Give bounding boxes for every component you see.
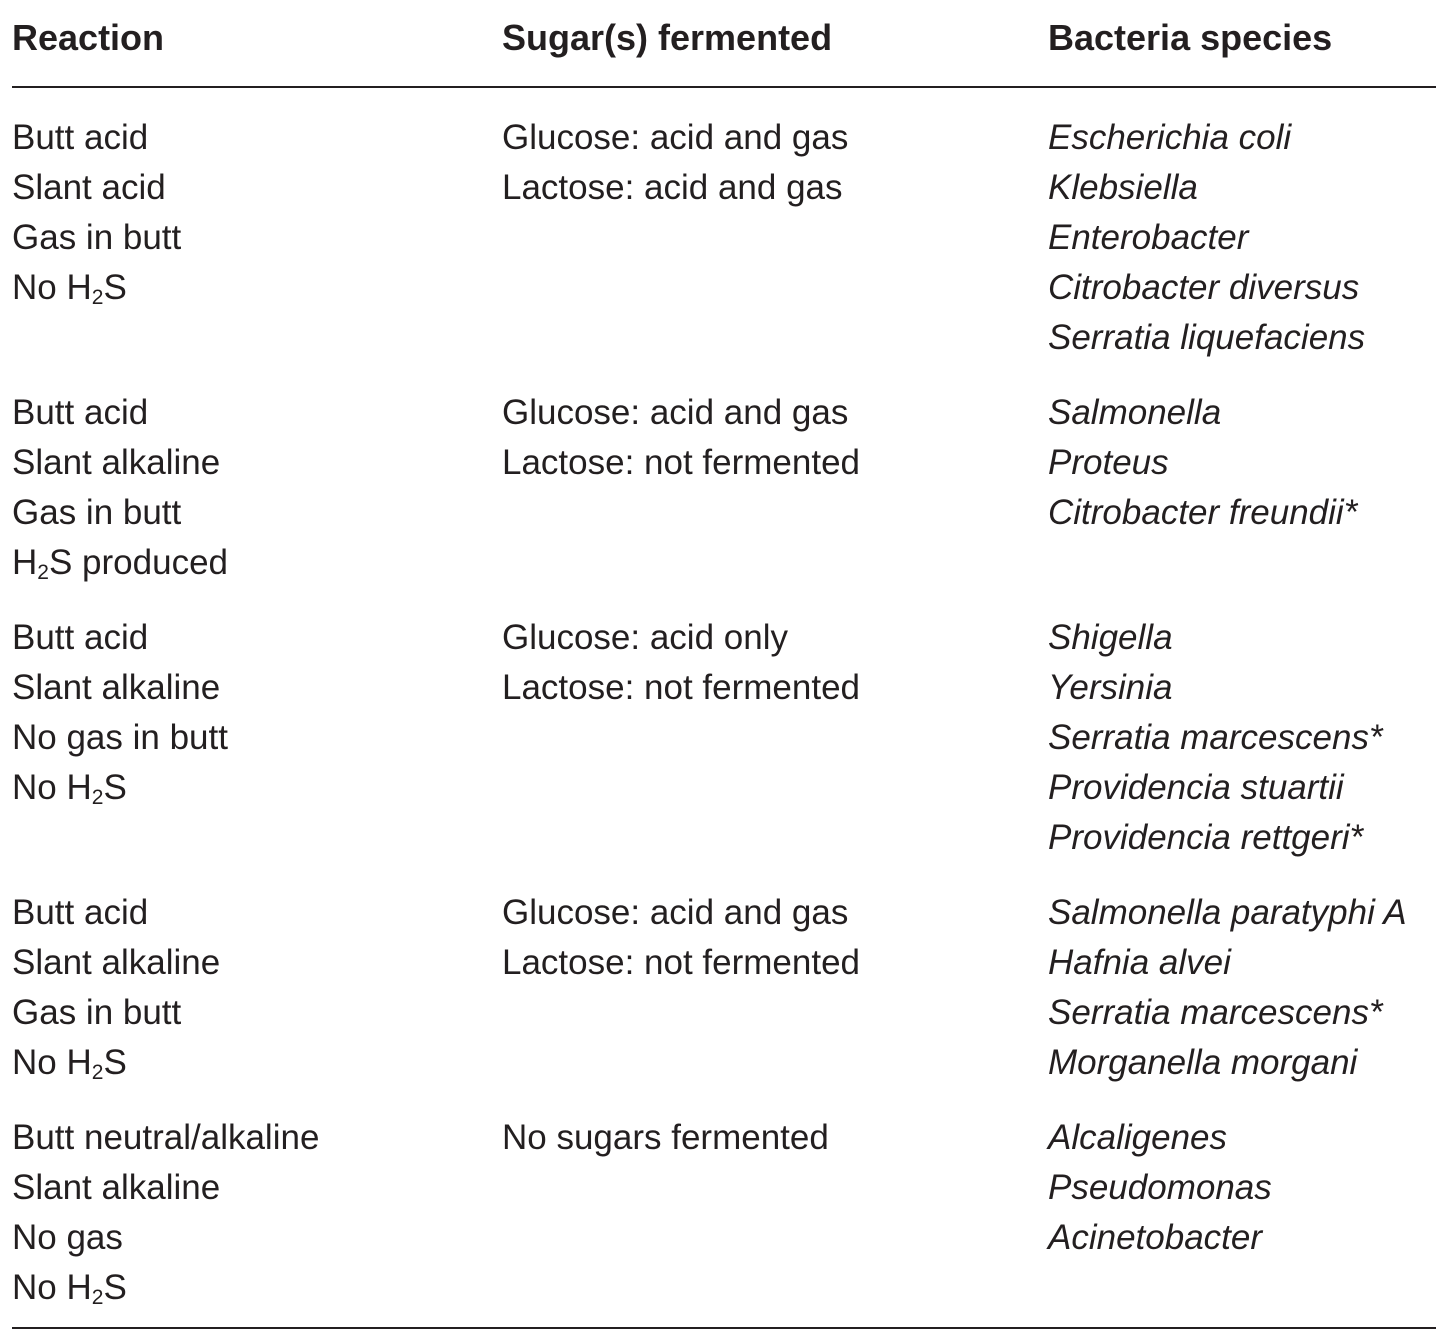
table-bottom-rule: [12, 1327, 1436, 1329]
sugars-cell: [502, 388, 860, 488]
species-cell-line: Shigella: [1048, 618, 1173, 657]
species-cell-line: Serratia marcescens*: [1048, 718, 1383, 757]
species-cell: [1048, 613, 1383, 863]
sugars-cell-line: Glucose: acid only: [502, 618, 788, 657]
reaction-cell-line: Butt acid: [12, 893, 149, 932]
species-cell-line: Pseudomonas: [1048, 1168, 1272, 1207]
sugars-cell-line: Lactose: acid and gas: [502, 168, 843, 207]
header-divider: [12, 86, 1436, 88]
reaction-cell-line: Slant alkaline: [12, 443, 221, 482]
sugars-cell-line: Glucose: acid and gas: [502, 118, 849, 157]
sugars-cell: [502, 1113, 829, 1163]
reaction-cell-line: No $H_2S$: [12, 268, 127, 309]
species-cell-line: Klebsiella: [1048, 168, 1198, 207]
reaction-cell: [12, 388, 228, 588]
species-cell-line: Hafnia alvei: [1048, 943, 1231, 982]
table-header-row: [0, 13, 1447, 63]
reaction-cell-line: Slant acid: [12, 168, 166, 207]
species-cell-line: Acinetobacter: [1048, 1218, 1263, 1257]
sugars-cell: [502, 113, 848, 213]
species-cell-line: Citrobacter freundii*: [1048, 493, 1358, 532]
reaction-cell-line: Butt acid: [12, 118, 149, 157]
reaction-cell-line: Slant alkaline: [12, 668, 221, 707]
sugars-cell-line: Lactose: not fermented: [502, 943, 860, 982]
species-cell-line: Providencia stuartii: [1048, 768, 1344, 807]
species-cell-line: Providencia rettgeri*: [1048, 818, 1364, 857]
species-cell-line: Escherichia coli: [1048, 118, 1292, 157]
sugars-cell-line: No sugars fermented: [502, 1118, 829, 1157]
sugars-cell-line: Glucose: acid and gas: [502, 393, 849, 432]
reaction-cell-line: Butt acid: [12, 618, 149, 657]
species-cell-line: Serratia liquefaciens: [1048, 318, 1366, 357]
reaction-cell-line: $H_2S$ produced: [12, 543, 228, 584]
reaction-cell-line: Slant alkaline: [12, 1168, 221, 1207]
reaction-cell: [12, 888, 220, 1088]
sugars-cell: [502, 888, 860, 988]
species-cell-line: Proteus: [1048, 443, 1169, 482]
reaction-cell-line: Gas in butt: [12, 218, 182, 257]
header-reaction: Reaction: [12, 17, 165, 58]
reaction-cell-line: No gas: [12, 1218, 123, 1257]
species-cell-line: Alcaligenes: [1048, 1118, 1227, 1157]
header-species: Bacteria species: [1048, 17, 1333, 58]
species-cell-line: Serratia marcescens*: [1048, 993, 1383, 1032]
reaction-cell: [12, 613, 228, 813]
reaction-cell-line: Butt neutral/alkaline: [12, 1118, 320, 1157]
sugars-cell-line: Lactose: not fermented: [502, 443, 860, 482]
species-cell-line: Yersinia: [1048, 668, 1173, 707]
reaction-cell-line: Butt acid: [12, 393, 149, 432]
reaction-cell: [12, 113, 181, 313]
reaction-cell: [12, 1113, 319, 1313]
reaction-cell-line: No $H_2S$: [12, 768, 127, 809]
species-cell: [1048, 888, 1407, 1088]
species-cell-line: Salmonella: [1048, 393, 1222, 432]
species-cell: [1048, 113, 1365, 363]
sugars-cell-line: Lactose: not fermented: [502, 668, 860, 707]
sugars-cell-line: Glucose: acid and gas: [502, 893, 849, 932]
species-cell: [1048, 388, 1357, 538]
species-cell-line: Enterobacter: [1048, 218, 1249, 257]
species-cell-line: Citrobacter diversus: [1048, 268, 1360, 307]
header-sugars: Sugar(s) fermented: [502, 17, 833, 58]
reaction-cell-line: Gas in butt: [12, 993, 182, 1032]
sugars-cell: [502, 613, 860, 713]
reaction-cell-line: No $H_2S$: [12, 1043, 127, 1084]
reaction-cell-line: No $H_2S$: [12, 1268, 127, 1309]
reaction-cell-line: Slant alkaline: [12, 943, 221, 982]
reaction-cell-line: Gas in butt: [12, 493, 182, 532]
reaction-cell-line: No gas in butt: [12, 718, 228, 757]
species-cell-line: Morganella morgani: [1048, 1043, 1358, 1082]
species-cell: [1048, 1113, 1272, 1263]
species-cell-line: Salmonella paratyphi A: [1048, 893, 1407, 932]
